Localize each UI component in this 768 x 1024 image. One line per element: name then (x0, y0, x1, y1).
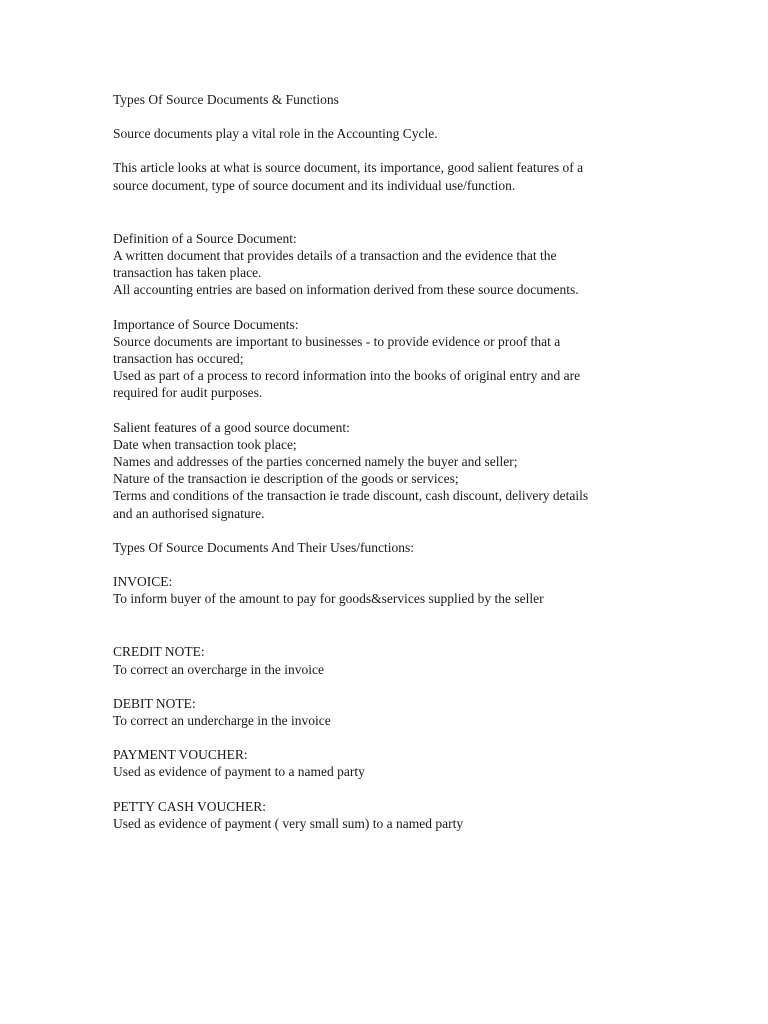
types-heading-block (113, 539, 658, 556)
type-use: To inform buyer of the amount to pay for goods&services supplied by the seller (113, 591, 544, 607)
features-line: Terms and conditions of the transaction ie trade discount, cash discount, delivery details (113, 488, 589, 504)
type-use: To correct an undercharge in the invoice (113, 713, 331, 729)
importance-section (113, 316, 658, 402)
importance-line: required for audit purposes. (113, 385, 263, 401)
document-title-block (113, 91, 658, 108)
type-use: Used as evidence of payment ( very small sum) to a named party (113, 815, 464, 831)
features-line: Date when transaction took place; (113, 436, 297, 452)
type-use: To correct an overcharge in the invoice (113, 661, 324, 677)
definition-line: All accounting entries are based on information derived from these source documents. (113, 282, 579, 298)
features-line: and an authorised signature. (113, 505, 265, 521)
type-name: CREDIT NOTE: (113, 644, 205, 660)
type-invoice (113, 573, 658, 607)
document-page (113, 91, 658, 849)
features-line: Names and addresses of the parties concerned namely the buyer and seller; (113, 454, 518, 470)
definition-heading: Definition of a Source Document: (113, 230, 297, 246)
features-heading: Salient features of a good source document: (113, 419, 350, 435)
importance-line: Source documents are important to businesses - to provide evidence or proof that a (113, 333, 561, 349)
document-title: Types Of Source Documents & Functions (113, 92, 339, 107)
definition-section (113, 230, 658, 299)
type-credit-note (113, 643, 658, 677)
type-name: INVOICE: (113, 574, 173, 590)
type-use: Used as evidence of payment to a named party (113, 764, 365, 780)
importance-line: Used as part of a process to record information into the books of original entry and are (113, 368, 581, 384)
types-heading: Types Of Source Documents And Their Uses/functions: (113, 539, 415, 555)
intro-paragraph (113, 125, 658, 142)
type-name: DEBIT NOTE: (113, 695, 196, 711)
features-line: Nature of the transaction ie description of the goods or services; (113, 471, 459, 487)
type-name: PAYMENT VOUCHER: (113, 747, 248, 763)
importance-line: transaction has occured; (113, 351, 244, 367)
importance-heading: Importance of Source Documents: (113, 316, 299, 332)
article-paragraph (113, 159, 658, 193)
article-line: This article looks at what is source document, its importance, good salient features of a (113, 160, 584, 176)
type-petty-cash-voucher (113, 798, 658, 832)
definition-line: A written document that provides details of a transaction and the evidence that the (113, 248, 557, 264)
type-name: PETTY CASH VOUCHER: (113, 798, 267, 814)
type-debit-note (113, 695, 658, 729)
features-section (113, 419, 658, 522)
type-payment-voucher (113, 746, 658, 780)
article-line: source document, type of source document and its individual use/function. (113, 177, 516, 193)
intro-text: Source documents play a vital role in the Accounting Cycle. (113, 126, 438, 142)
definition-line: transaction has taken place. (113, 265, 262, 281)
